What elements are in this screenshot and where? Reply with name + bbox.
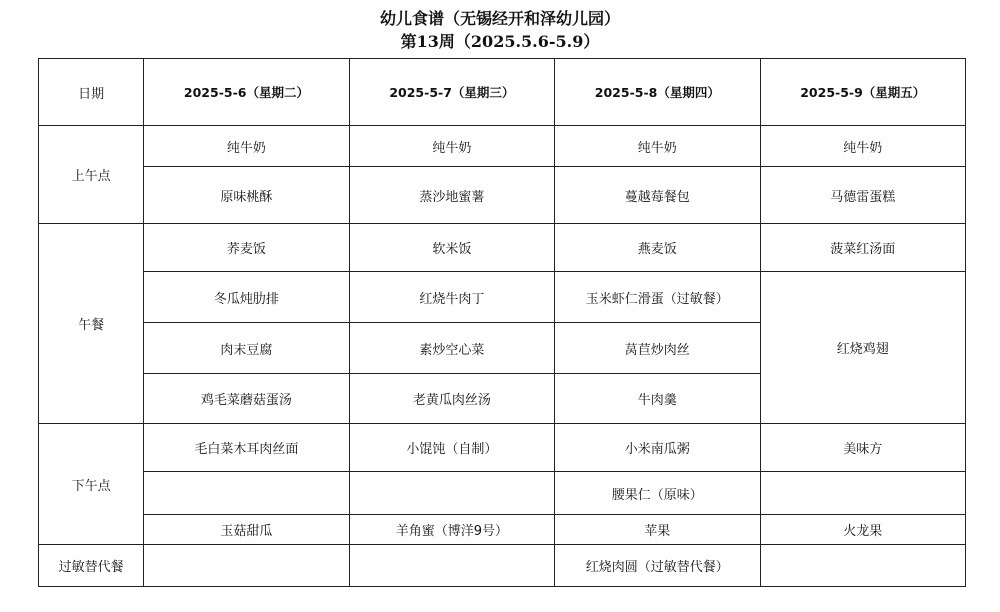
menu-cell: 鸡毛菜蘑菇蛋汤 (144, 374, 349, 424)
menu-cell: 牛肉羹 (555, 374, 760, 424)
menu-cell: 纯牛奶 (144, 126, 349, 167)
menu-cell (760, 545, 965, 587)
menu-cell: 火龙果 (760, 515, 965, 545)
menu-cell: 莴苣炒肉丝 (555, 323, 760, 374)
menu-cell: 素炒空心菜 (349, 323, 554, 374)
header-row (39, 59, 966, 126)
table-row (39, 424, 966, 472)
menu-cell: 红烧肉圆（过敏替代餐） (555, 545, 760, 587)
menu-cell: 腰果仁（原味） (555, 472, 760, 515)
table-row (39, 224, 966, 272)
menu-cell: 马德雷蛋糕 (760, 167, 965, 224)
menu-cell (760, 472, 965, 515)
menu-cell: 纯牛奶 (555, 126, 760, 167)
menu-cell: 荞麦饭 (144, 224, 349, 272)
menu-cell: 原味桃酥 (144, 167, 349, 224)
table-row (39, 126, 966, 167)
menu-cell: 肉末豆腐 (144, 323, 349, 374)
menu-cell: 纯牛奶 (349, 126, 554, 167)
menu-cell: 小米南瓜粥 (555, 424, 760, 472)
menu-cell: 菠菜红汤面 (760, 224, 965, 272)
menu-cell: 软米饭 (349, 224, 554, 272)
menu-cell: 苹果 (555, 515, 760, 545)
date-thu: 2025-5-8（星期四） (555, 59, 760, 126)
menu-cell: 蒸沙地蜜薯 (349, 167, 554, 224)
table-row (39, 272, 966, 323)
menu-subtitle: 第13周（2025.5.6-5.9） (400, 32, 600, 51)
table-row (39, 545, 966, 587)
date-fri: 2025-5-9（星期五） (760, 59, 965, 126)
menu-cell: 冬瓜炖肋排 (144, 272, 349, 323)
menu-cell: 毛白菜木耳肉丝面 (144, 424, 349, 472)
menu-cell: 玉米虾仁滑蛋（过敏餐） (555, 272, 760, 323)
menu-cell: 蔓越莓餐包 (555, 167, 760, 224)
menu-cell-friday-dish: 红烧鸡翅 (760, 272, 965, 424)
row-label-lunch: 午餐 (39, 224, 144, 424)
row-label-morning-snack: 上午点 (39, 126, 144, 224)
menu-cell: 纯牛奶 (760, 126, 965, 167)
menu-cell: 小馄饨（自制） (349, 424, 554, 472)
table-row (39, 167, 966, 224)
menu-cell: 羊角蜜（博洋9号） (349, 515, 554, 545)
date-tue: 2025-5-6（星期二） (144, 59, 349, 126)
date-header: 日期 (39, 59, 144, 126)
menu-cell: 红烧牛肉丁 (349, 272, 554, 323)
row-label-afternoon-snack: 下午点 (39, 424, 144, 545)
menu-cell: 燕麦饭 (555, 224, 760, 272)
menu-cell: 美味方 (760, 424, 965, 472)
menu-cell: 玉菇甜瓜 (144, 515, 349, 545)
menu-cell (349, 472, 554, 515)
menu-cell (349, 545, 554, 587)
table-row (39, 472, 966, 515)
menu-table (38, 58, 966, 587)
date-wed: 2025-5-7（星期三） (349, 59, 554, 126)
menu-cell (144, 545, 349, 587)
menu-cell: 老黄瓜肉丝汤 (349, 374, 554, 424)
menu-title: 幼儿食谱（无锡经开和泽幼儿园） (379, 9, 620, 28)
menu-cell (144, 472, 349, 515)
row-label-allergy: 过敏替代餐 (39, 545, 144, 587)
table-row (39, 515, 966, 545)
